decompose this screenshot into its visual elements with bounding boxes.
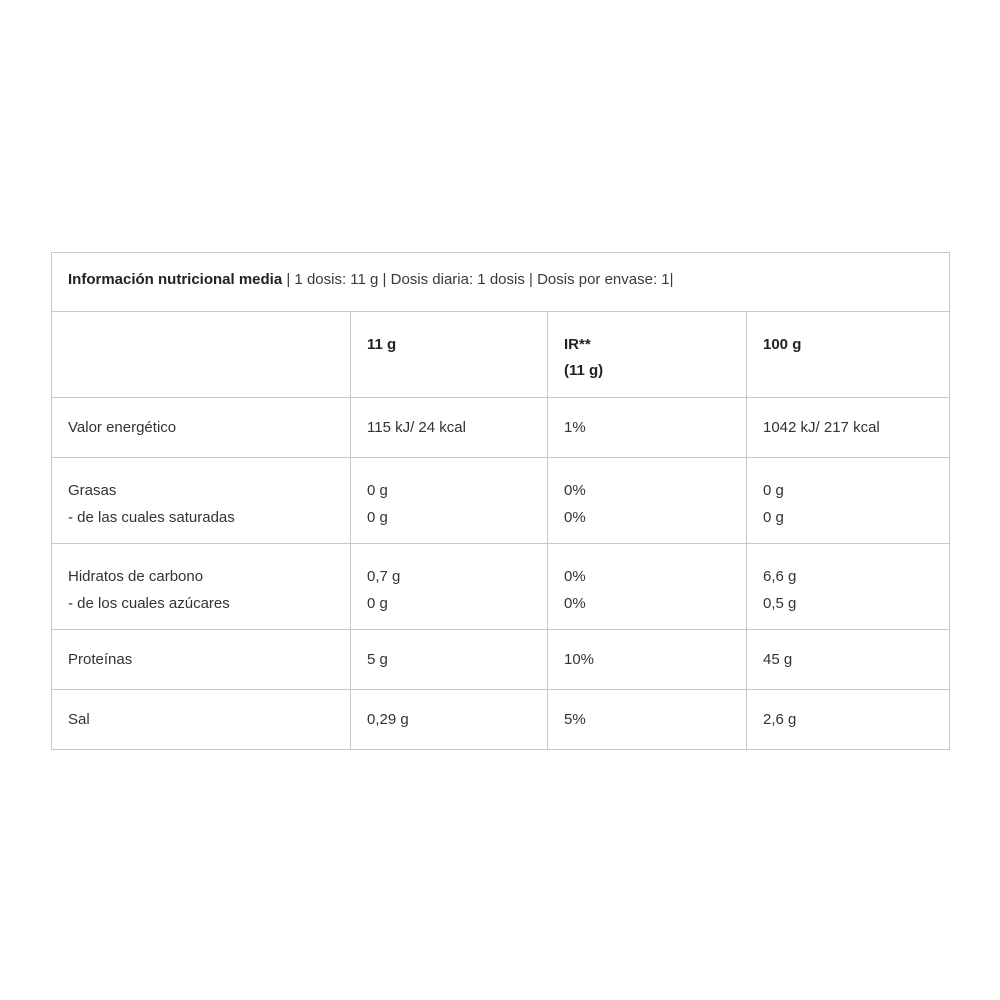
- nutrient-cell: [52, 690, 351, 750]
- caption-row: [52, 253, 950, 312]
- per-serving-value-cell: [351, 630, 548, 690]
- nutrient: - de las cuales saturadas: [68, 509, 235, 526]
- header-per-100g: 100 g: [763, 336, 802, 353]
- per-100g-value: 0 g: [763, 509, 784, 526]
- ir-value: 1%: [564, 419, 586, 436]
- caption-title: Información nutricional media: [68, 271, 283, 288]
- header-cell-per-100g: [747, 312, 950, 398]
- nutrient: Proteínas: [68, 651, 133, 668]
- table-row: [52, 630, 950, 690]
- per-serving-value: 0 g: [367, 509, 388, 526]
- per-100g-value: 0,5 g: [763, 595, 797, 612]
- nutrient: - de los cuales azúcares: [68, 595, 230, 612]
- per-serving-value-cell: [351, 398, 548, 458]
- nutrient: Hidratos de carbono: [68, 568, 204, 585]
- per-serving-value-cell: [351, 544, 548, 630]
- table-row: [52, 544, 950, 630]
- ir-value: 0%: [564, 482, 586, 499]
- per-serving-value: 0 g: [367, 595, 388, 612]
- header-cell-per-serving: [351, 312, 548, 398]
- nutrient-cell: [52, 544, 351, 630]
- per-serving-value: 5 g: [367, 651, 388, 668]
- nutrient: Valor energético: [68, 419, 177, 436]
- per-100g-value: 2,6 g: [763, 711, 797, 728]
- header-ir-unit: (11 g): [564, 362, 604, 379]
- header-ir: IR**: [564, 336, 591, 353]
- ir-value-cell: [548, 398, 747, 458]
- per-100g-value-cell: [747, 398, 950, 458]
- per-serving-value-cell: [351, 690, 548, 750]
- per-100g-value-cell: [747, 690, 950, 750]
- caption-details: | 1 dosis: 11 g | Dosis diaria: 1 dosis | Dosis por envase: 1|: [282, 271, 674, 288]
- header-per-serving: 11 g: [367, 336, 397, 353]
- table-row: [52, 458, 950, 544]
- per-serving-value: 115 kJ/ 24 kcal: [367, 419, 466, 436]
- nutrient-cell: [52, 630, 351, 690]
- ir-value-cell: [548, 458, 747, 544]
- table-row: [52, 398, 950, 458]
- per-serving-value: 0 g: [367, 482, 388, 499]
- nutrient: Sal: [68, 711, 90, 728]
- per-100g-value: 1042 kJ/ 217 kcal: [763, 419, 880, 436]
- per-serving-value: 0,7 g: [367, 568, 401, 585]
- ir-value: 5%: [564, 711, 586, 728]
- ir-value: 0%: [564, 595, 586, 612]
- per-100g-value: 45 g: [763, 651, 793, 668]
- nutrient-cell: [52, 398, 351, 458]
- per-100g-value-cell: [747, 458, 950, 544]
- per-100g-value-cell: [747, 630, 950, 690]
- per-serving-value-cell: [351, 458, 548, 544]
- nutrition-table: [51, 252, 950, 750]
- caption-cell: [52, 253, 950, 312]
- table-row: [52, 690, 950, 750]
- nutrient-cell: [52, 458, 351, 544]
- nutrient: Grasas: [68, 482, 117, 499]
- table-caption: [52, 253, 949, 288]
- ir-value: 10%: [564, 651, 595, 668]
- ir-value: 0%: [564, 568, 586, 585]
- header-row: [52, 312, 950, 398]
- ir-value-cell: [548, 630, 747, 690]
- per-100g-value: 6,6 g: [763, 568, 797, 585]
- per-100g-value-cell: [747, 544, 950, 630]
- per-serving-value: 0,29 g: [367, 711, 409, 728]
- ir-value: 0%: [564, 509, 586, 526]
- header-cell-ir: [548, 312, 747, 398]
- ir-value-cell: [548, 690, 747, 750]
- ir-value-cell: [548, 544, 747, 630]
- per-100g-value: 0 g: [763, 482, 784, 499]
- header-empty-cell: [52, 312, 351, 398]
